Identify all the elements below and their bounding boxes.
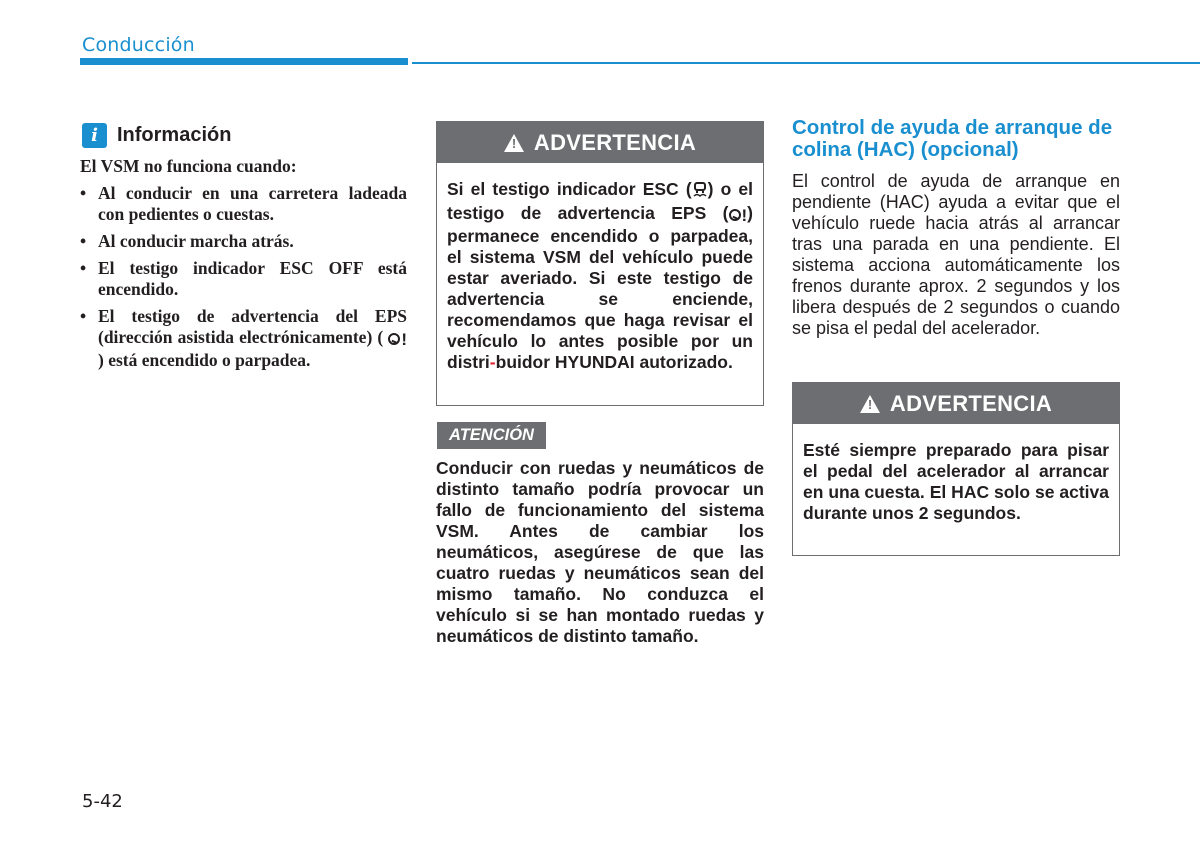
warning-box-hac [792, 382, 1120, 556]
info-lead: El VSM no funciona cuando: [80, 156, 297, 176]
list-item-eps [80, 306, 407, 371]
section-title: Conducción [82, 34, 195, 56]
warning-text: Si el testigo indicador ESC ( ) o el testigo de advertencia EPS ( ! ) permanece encendido o parpadea, el sistema VSM del vehículo puede estar averiado. Si este testigo de advertencia se enciende, recomendamos que haga revisar el vehículo lo antes posible por un distri-buidor HYUNDAI autorizado. [447, 179, 754, 372]
eps-item-tail: ) está encendido o parpadea. [98, 349, 311, 370]
list-item: • El testigo indicador ESC OFF está encendido. [80, 258, 407, 300]
warning-title: ADVERTENCIA [533, 129, 697, 155]
header-rule-thin [412, 62, 1200, 64]
list-item: • Al conducir en una carretera ladeada con pedientes o cuestas. [80, 183, 407, 225]
atencion-text: Conducir con ruedas y neumáticos de distinto tamaño podría provocar un fallo de funcionamiento del sistema VSM. Antes de cambiar los neumáticos, asegúrese de que las cuatro ruedas y neumáticos sean del mismo tamaño. No conduzca el vehículo si se han montado ruedas y neumáticos de distinto tamaño. [436, 458, 764, 646]
warning-text: Esté siempre preparado para pisar el pedal del acelerador al arrancar en una cuesta. El HAC solo se activa durante unos 2 segundos. [803, 440, 1109, 523]
info-heading [82, 123, 231, 148]
esc-indicator-icon [692, 181, 708, 203]
hac-body: El control de ayuda de arranque en pendiente (HAC) ayuda a evitar que el vehículo ruede hacia atrás al arrancar tras una parada en una pendiente. El sistema acciona automáticamente los frenos durante aprox. 2 segundos y los libera después de 2 segundos o cuando se pisa el pedal del acelerador. [792, 171, 1120, 338]
warning-box [436, 121, 764, 406]
eps-warning-icon: ! [388, 329, 407, 350]
warning-triangle-icon: ! [860, 395, 880, 413]
page-number: 5-42 [82, 791, 123, 812]
warning-header [793, 383, 1119, 424]
eps-warning-icon: ! [729, 205, 748, 226]
info-content [80, 156, 407, 377]
warning-triangle-icon: ! [504, 134, 524, 152]
info-icon: i [82, 123, 107, 148]
eps-item-text: El testigo de advertencia del EPS (dirección asistida electrónicamente) [98, 306, 407, 347]
header-rule-thick [80, 58, 408, 65]
eps-item-open: ( [377, 327, 384, 347]
info-list [80, 183, 407, 371]
warning-title: ADVERTENCIA [889, 390, 1053, 416]
red-hyphen: - [489, 351, 496, 372]
info-title: Información [117, 124, 232, 146]
hac-title: Control de ayuda de arranque de colina (HAC) (opcional) [792, 116, 1113, 161]
warning-header [437, 122, 763, 163]
atencion-label: ATENCIÓN [437, 422, 546, 449]
list-item: • Al conducir marcha atrás. [80, 231, 407, 252]
